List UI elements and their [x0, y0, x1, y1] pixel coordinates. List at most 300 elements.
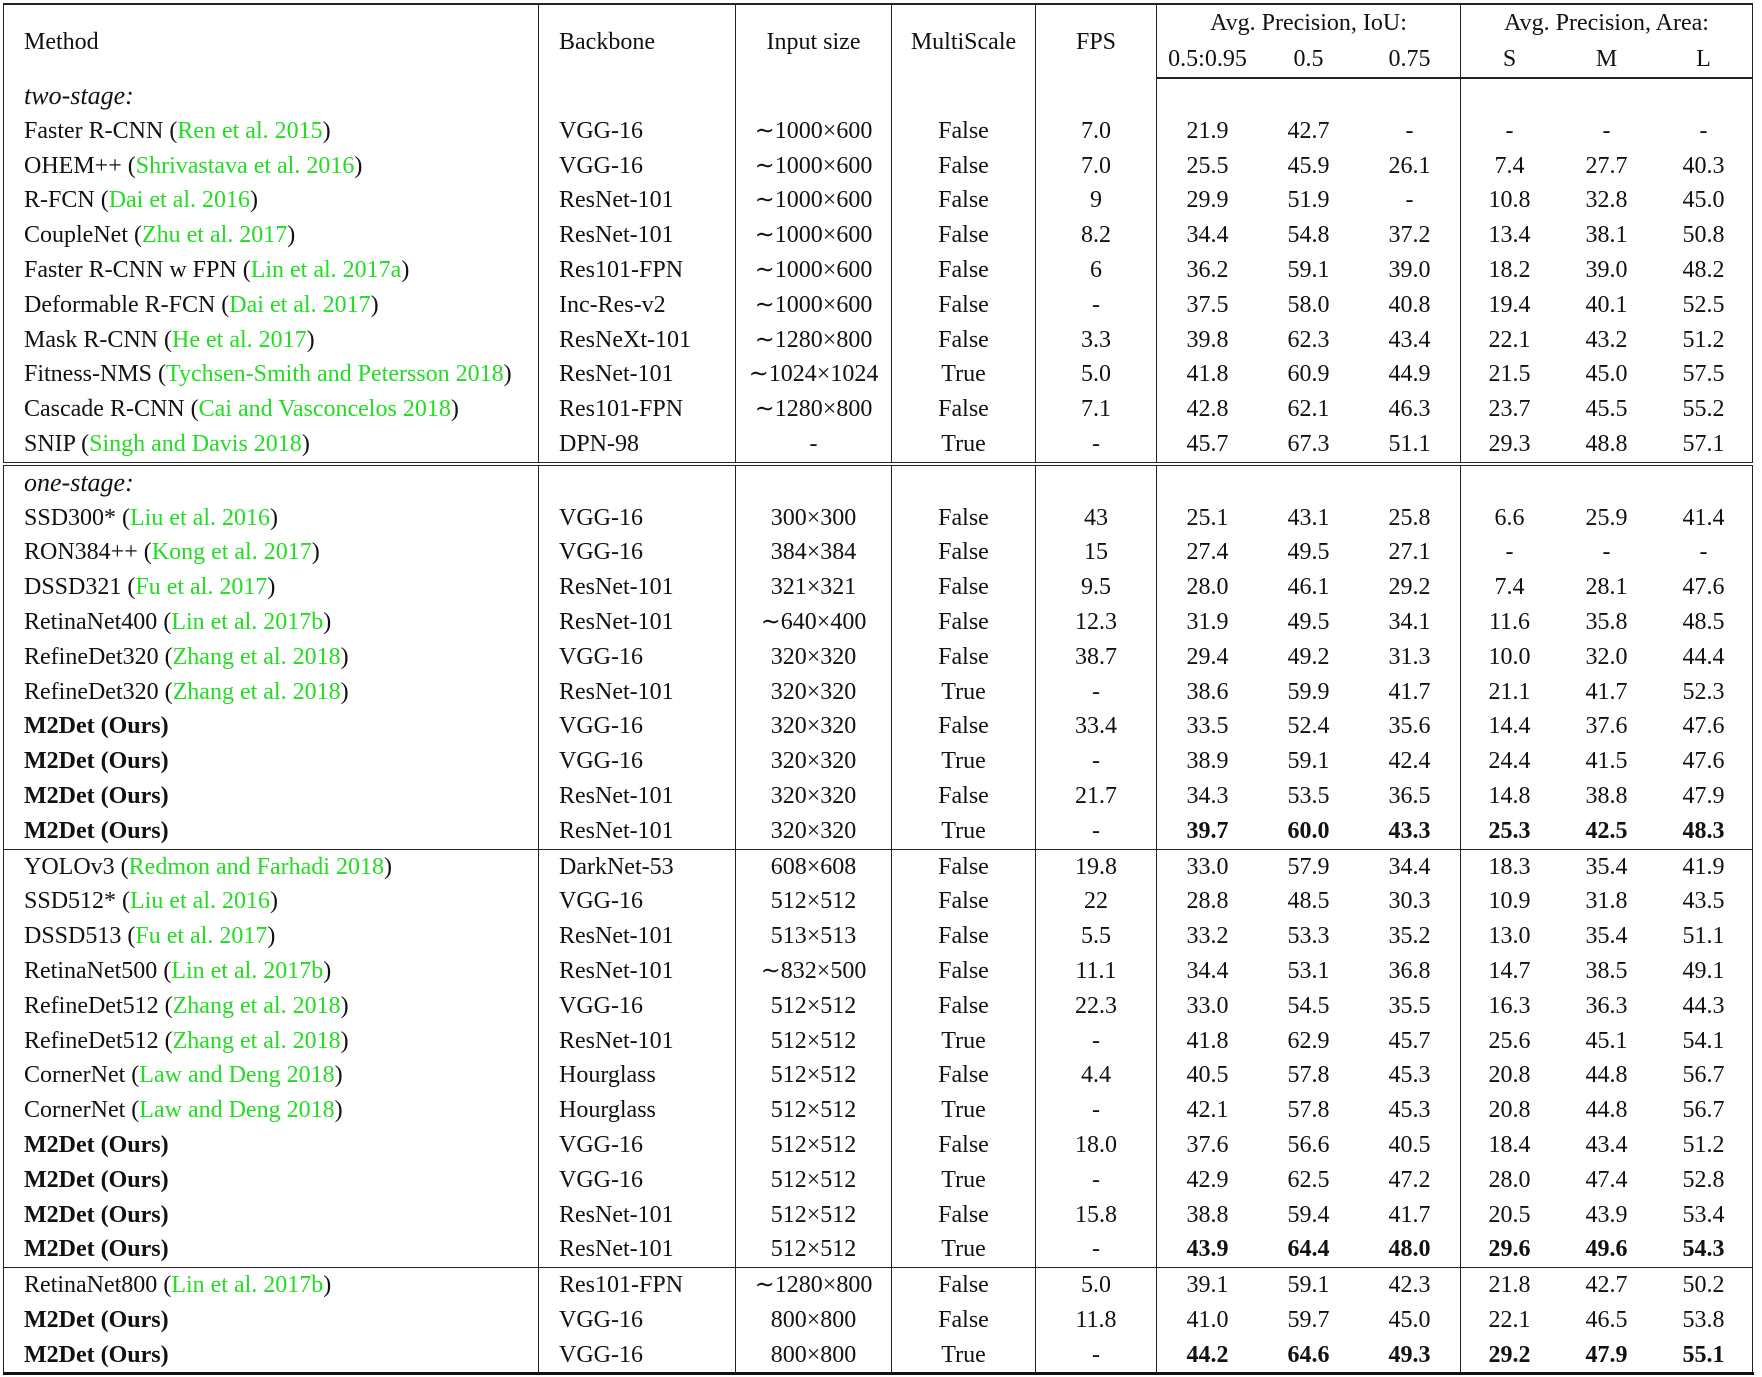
method-cell	[4, 1163, 539, 1198]
citation-link[interactable]: Law and Deng 2018	[139, 1062, 335, 1089]
method-name: R-FCN	[24, 187, 95, 214]
ap-s-cell: 14.8	[1488, 782, 1531, 809]
fps-cell: 4.4	[1036, 1058, 1157, 1093]
ap-l-cell: 54.1	[1655, 1024, 1753, 1059]
ap-50-95-cell: 33.0	[1186, 992, 1229, 1019]
ap-75-cell: 45.3	[1359, 1058, 1461, 1093]
ap-m-cell: 41.5	[1585, 748, 1628, 775]
method-name: OHEM++	[24, 152, 122, 179]
method-name: M2Det (Ours)	[24, 1306, 169, 1333]
ap-50-cell: 42.7	[1287, 117, 1330, 144]
ap-75-cell: 37.2	[1359, 218, 1461, 253]
ap-50-95-cell: 42.8	[1186, 396, 1229, 423]
fps-cell: 5.0	[1036, 357, 1157, 392]
backbone-cell: ResNet-101	[539, 675, 736, 710]
ap-m-cell: 45.0	[1585, 361, 1628, 388]
input-size-cell: ∼1000×600	[736, 288, 892, 323]
multiscale-cell: False	[892, 570, 1036, 605]
method-name: SSD300*	[24, 504, 117, 531]
method-name: Faster R-CNN w FPN	[24, 256, 237, 283]
backbone-cell: Hourglass	[539, 1058, 736, 1093]
citation-link[interactable]: Cai and Vasconcelos 2018	[198, 396, 451, 423]
ap-s-cell: 7.4	[1494, 152, 1525, 179]
ap-s-cell: 22.1	[1488, 1306, 1531, 1333]
citation-link[interactable]: Dai et al. 2017	[229, 291, 371, 318]
citation-link[interactable]: Tychsen-Smith and Petersson 2018	[166, 361, 504, 388]
ap-s-cell: 19.4	[1488, 291, 1531, 318]
ap-m-cell: 40.1	[1585, 291, 1628, 318]
ap-s-cell: 7.4	[1494, 574, 1525, 601]
ap-l-cell: 48.3	[1655, 814, 1753, 849]
multiscale-cell: True	[892, 675, 1036, 710]
ap-75-cell: 42.3	[1359, 1268, 1461, 1303]
ap-50-95-cell: 39.1	[1157, 1268, 1259, 1303]
table-row	[4, 989, 1753, 1024]
ap-l-cell: 55.2	[1655, 392, 1753, 427]
ap-m-cell: 45.1	[1585, 1027, 1628, 1054]
table-row	[4, 323, 1753, 358]
ap-50-cell: 67.3	[1287, 430, 1330, 457]
table-row	[4, 570, 1753, 605]
ap-s-cell: 14.7	[1488, 957, 1531, 984]
ap-50-95-cell: 34.4	[1186, 222, 1229, 249]
col-ap-s: S	[1461, 41, 1559, 78]
backbone-cell: VGG-16	[539, 640, 736, 675]
ap-75-cell: 34.1	[1359, 605, 1461, 640]
ap-75-cell: -	[1359, 183, 1461, 218]
ap-m-cell: 36.3	[1585, 992, 1628, 1019]
citation-link[interactable]: Kong et al. 2017	[151, 539, 312, 566]
method-name: M2Det (Ours)	[24, 1236, 169, 1263]
ap-s-cell: 28.0	[1488, 1166, 1531, 1193]
citation-link[interactable]: Ren et al. 2015	[177, 117, 323, 144]
multiscale-cell: False	[892, 149, 1036, 184]
multiscale-cell: True	[892, 1338, 1036, 1373]
col-ap-m: M	[1558, 41, 1655, 78]
method-cell: Fitness-NMS (Tychsen-Smith and Petersson 2018)	[4, 357, 539, 392]
ap-m-cell: 31.8	[1585, 888, 1628, 915]
fps-cell: 22	[1036, 884, 1157, 919]
ap-75-cell: 35.2	[1359, 919, 1461, 954]
ap-s-cell: 18.2	[1488, 256, 1531, 283]
ap-75-cell: 29.2	[1359, 570, 1461, 605]
citation-link[interactable]: Zhu et al. 2017	[141, 222, 288, 249]
ap-s-cell: 13.4	[1488, 222, 1531, 249]
ap-50-95-cell: 21.9	[1186, 117, 1229, 144]
citation-link[interactable]: Lin et al. 2017b	[171, 957, 324, 984]
citation-link[interactable]: Shrivastava et al. 2016	[135, 152, 355, 179]
ap-l-cell: 51.1	[1655, 919, 1753, 954]
fps-cell: 7.1	[1036, 392, 1157, 427]
ap-50-95-cell: 33.5	[1186, 713, 1229, 740]
ap-75-cell: 41.7	[1359, 675, 1461, 710]
ap-50-95-cell: 41.0	[1186, 1306, 1229, 1333]
method-cell	[4, 814, 539, 849]
citation-link[interactable]: He et al. 2017	[172, 326, 307, 353]
ap-50-cell: 59.1	[1287, 256, 1330, 283]
ap-75-cell: 40.8	[1359, 288, 1461, 323]
results-table-container	[3, 3, 1762, 1372]
ap-m-cell: 43.4	[1585, 1131, 1628, 1158]
multiscale-cell: False	[892, 218, 1036, 253]
method-name: M2Det (Ours)	[24, 713, 169, 740]
ap-75-cell: 27.1	[1359, 535, 1461, 570]
ap-s-cell: 18.4	[1488, 1131, 1531, 1158]
table-row	[4, 1058, 1753, 1093]
ap-50-95-cell: 43.9	[1186, 1236, 1229, 1263]
method-cell	[4, 779, 539, 814]
ap-m-cell: 41.7	[1585, 678, 1628, 705]
ap-75-cell: 40.5	[1359, 1128, 1461, 1163]
ap-m-cell: 47.9	[1585, 1341, 1628, 1368]
citation-link[interactable]: Lin et al. 2017b	[171, 608, 324, 635]
backbone-cell: VGG-16	[539, 1303, 736, 1338]
table-row	[4, 884, 1753, 919]
backbone-cell: DarkNet-53	[539, 849, 736, 884]
ap-l-cell: 50.8	[1655, 218, 1753, 253]
table-row	[4, 744, 1753, 779]
method-name: Mask R-CNN	[24, 326, 159, 353]
backbone-cell: ResNet-101	[539, 1198, 736, 1233]
ap-75-cell: 35.6	[1359, 709, 1461, 744]
table-row	[4, 1303, 1753, 1338]
backbone-cell: Res101-FPN	[539, 253, 736, 288]
ap-m-cell: 38.8	[1585, 782, 1628, 809]
method-name: Deformable R-FCN	[24, 291, 216, 318]
ap-50-95-cell: 39.8	[1186, 326, 1229, 353]
ap-m-cell: 42.5	[1585, 817, 1628, 844]
ap-75-cell: 25.8	[1359, 501, 1461, 536]
citation-link[interactable]: Redmon and Farhadi 2018	[128, 853, 384, 880]
input-size-cell: ∼832×500	[736, 954, 892, 989]
method-name: DSSD513	[24, 923, 122, 950]
method-name: RetinaNet400	[24, 608, 158, 635]
table-row	[4, 253, 1753, 288]
table-row	[4, 501, 1753, 536]
col-group-ap-iou: Avg. Precision, IoU:	[1157, 4, 1461, 41]
multiscale-cell: False	[892, 253, 1036, 288]
fps-cell: 8.2	[1036, 218, 1157, 253]
table-row	[4, 1128, 1753, 1163]
table-row	[4, 919, 1753, 954]
ap-50-cell: 59.7	[1287, 1306, 1330, 1333]
ap-50-cell: 57.8	[1287, 1062, 1330, 1089]
method-cell: RefineDet320 (Zhang et al. 2018)	[4, 675, 539, 710]
multiscale-cell: False	[892, 114, 1036, 149]
ap-50-95-cell: 33.2	[1186, 923, 1229, 950]
table-row	[4, 709, 1753, 744]
input-size-cell: 800×800	[736, 1303, 892, 1338]
section-row	[4, 464, 1753, 501]
ap-m-cell: 25.9	[1585, 504, 1628, 531]
method-cell: RetinaNet400 (Lin et al. 2017b)	[4, 605, 539, 640]
method-cell: CornerNet (Law and Deng 2018)	[4, 1058, 539, 1093]
multiscale-cell: True	[892, 814, 1036, 849]
multiscale-cell: True	[892, 1163, 1036, 1198]
table-row	[4, 1093, 1753, 1128]
method-cell: Faster R-CNN w FPN (Lin et al. 2017a)	[4, 253, 539, 288]
fps-cell: 9.5	[1036, 570, 1157, 605]
header-row-1	[4, 4, 1753, 41]
ap-l-cell: 52.3	[1655, 675, 1753, 710]
multiscale-cell: False	[892, 640, 1036, 675]
fps-cell: 15.8	[1036, 1198, 1157, 1233]
input-size-cell: 320×320	[736, 709, 892, 744]
input-size-cell: 512×512	[736, 1163, 892, 1198]
fps-cell: 7.0	[1036, 149, 1157, 184]
multiscale-cell: False	[892, 535, 1036, 570]
ap-75-cell: 47.2	[1359, 1163, 1461, 1198]
backbone-cell: ResNet-101	[539, 218, 736, 253]
ap-50-cell: 51.9	[1287, 187, 1330, 214]
ap-l-cell: 53.8	[1655, 1303, 1753, 1338]
citation-link[interactable]: Zhang et al. 2018	[172, 1027, 341, 1054]
ap-l-cell: 48.5	[1655, 605, 1753, 640]
col-group-ap-area: Avg. Precision, Area:	[1461, 4, 1753, 41]
multiscale-cell: False	[892, 849, 1036, 884]
ap-l-cell: 51.2	[1655, 323, 1753, 358]
input-size-cell: 320×320	[736, 744, 892, 779]
ap-50-95-cell: 39.7	[1186, 817, 1229, 844]
col-fps: FPS	[1036, 4, 1157, 78]
ap-s-cell: 24.4	[1488, 748, 1531, 775]
method-cell: RefineDet512 (Zhang et al. 2018)	[4, 989, 539, 1024]
ap-m-cell: 35.4	[1585, 923, 1628, 950]
fps-cell: 9	[1036, 183, 1157, 218]
ap-s-cell: 29.6	[1488, 1236, 1531, 1263]
citation-link[interactable]: Zhang et al. 2018	[172, 992, 341, 1019]
table-row	[4, 1163, 1753, 1198]
fps-cell: 5.0	[1036, 1268, 1157, 1303]
multiscale-cell: True	[892, 1093, 1036, 1128]
input-size-cell: 608×608	[736, 849, 892, 884]
table-row	[4, 779, 1753, 814]
method-name: RefineDet512	[24, 992, 159, 1019]
fps-cell: 12.3	[1036, 605, 1157, 640]
input-size-cell: 512×512	[736, 989, 892, 1024]
ap-m-cell: 45.5	[1585, 396, 1628, 423]
ap-50-95-cell: 42.1	[1186, 1097, 1229, 1124]
ap-l-cell: 44.3	[1655, 989, 1753, 1024]
fps-cell: 18.0	[1036, 1128, 1157, 1163]
ap-s-cell: 23.7	[1488, 396, 1531, 423]
ap-75-cell: 46.3	[1359, 392, 1461, 427]
multiscale-cell: False	[892, 501, 1036, 536]
ap-50-95-cell: 38.6	[1186, 678, 1229, 705]
backbone-cell: ResNet-101	[539, 779, 736, 814]
multiscale-cell: True	[892, 427, 1036, 464]
ap-75-cell: 39.0	[1359, 253, 1461, 288]
input-size-cell: 320×320	[736, 675, 892, 710]
citation-link[interactable]: Lin et al. 2017b	[171, 1272, 324, 1299]
input-size-cell: 300×300	[736, 501, 892, 536]
method-name: RetinaNet800	[24, 1272, 158, 1299]
method-cell: Faster R-CNN (Ren et al. 2015)	[4, 114, 539, 149]
backbone-cell: VGG-16	[539, 1128, 736, 1163]
citation-link[interactable]: Fu et al. 2017	[135, 574, 268, 601]
table-row	[4, 605, 1753, 640]
table-row	[4, 1232, 1753, 1267]
ap-l-cell: 57.1	[1655, 427, 1753, 464]
method-name: M2Det (Ours)	[24, 817, 169, 844]
citation-link[interactable]: Fu et al. 2017	[135, 923, 268, 950]
ap-75-cell: 51.1	[1359, 427, 1461, 464]
fps-cell: 5.5	[1036, 919, 1157, 954]
table-row	[4, 183, 1753, 218]
ap-50-95-cell: 36.2	[1186, 256, 1229, 283]
method-cell: RefineDet320 (Zhang et al. 2018)	[4, 640, 539, 675]
ap-s-cell: 6.6	[1494, 504, 1525, 531]
ap-l-cell: 50.2	[1655, 1268, 1753, 1303]
input-size-cell: ∼1000×600	[736, 253, 892, 288]
input-size-cell: ∼1000×600	[736, 183, 892, 218]
ap-75-cell: 45.7	[1359, 1024, 1461, 1059]
method-name: M2Det (Ours)	[24, 1131, 169, 1158]
multiscale-cell: False	[892, 1268, 1036, 1303]
ap-50-cell: 56.6	[1287, 1131, 1330, 1158]
multiscale-cell: False	[892, 954, 1036, 989]
ap-50-cell: 53.3	[1287, 923, 1330, 950]
ap-s-cell: 21.5	[1488, 361, 1531, 388]
ap-m-cell: 27.7	[1585, 152, 1628, 179]
method-name: YOLOv3	[24, 853, 115, 880]
ap-50-cell: 62.1	[1287, 396, 1330, 423]
input-size-cell: 512×512	[736, 1058, 892, 1093]
fps-cell: -	[1036, 744, 1157, 779]
ap-m-cell: 39.0	[1585, 256, 1628, 283]
backbone-cell: VGG-16	[539, 501, 736, 536]
citation-link[interactable]: Singh and Davis 2018	[89, 430, 302, 457]
ap-l-cell: 41.9	[1655, 849, 1753, 884]
input-size-cell: 320×320	[736, 814, 892, 849]
ap-s-cell: 29.2	[1488, 1341, 1531, 1368]
table-row	[4, 114, 1753, 149]
method-name: RetinaNet500	[24, 957, 158, 984]
ap-50-cell: 49.2	[1287, 643, 1330, 670]
ap-75-cell: 36.8	[1359, 954, 1461, 989]
backbone-cell: ResNet-101	[539, 605, 736, 640]
ap-l-cell: 55.1	[1655, 1338, 1753, 1373]
method-cell: R-FCN (Dai et al. 2016)	[4, 183, 539, 218]
ap-m-cell: 43.2	[1585, 326, 1628, 353]
backbone-cell: VGG-16	[539, 114, 736, 149]
ap-m-cell: 46.5	[1585, 1306, 1628, 1333]
ap-l-cell: 54.3	[1655, 1232, 1753, 1267]
ap-l-cell: 48.2	[1655, 253, 1753, 288]
backbone-cell: DPN-98	[539, 427, 736, 464]
backbone-cell: Res101-FPN	[539, 1268, 736, 1303]
backbone-cell: VGG-16	[539, 744, 736, 779]
section-row	[4, 78, 1753, 114]
ap-50-cell: 53.1	[1287, 957, 1330, 984]
backbone-cell: VGG-16	[539, 884, 736, 919]
multiscale-cell: True	[892, 1232, 1036, 1267]
ap-50-cell: 57.9	[1258, 849, 1359, 884]
fps-cell: 19.8	[1036, 849, 1157, 884]
fps-cell: 38.7	[1036, 640, 1157, 675]
ap-s-cell: 25.3	[1488, 817, 1531, 844]
ap-50-95-cell: 27.4	[1186, 539, 1229, 566]
ap-75-cell: 45.3	[1359, 1093, 1461, 1128]
citation-link[interactable]: Zhang et al. 2018	[172, 643, 341, 670]
method-cell: RON384++ (Kong et al. 2017)	[4, 535, 539, 570]
ap-50-95-cell: 41.8	[1186, 1027, 1229, 1054]
ap-s-cell: 25.6	[1488, 1027, 1531, 1054]
ap-l-cell: 43.5	[1655, 884, 1753, 919]
table-row	[4, 288, 1753, 323]
ap-50-95-cell: 29.4	[1186, 643, 1229, 670]
ap-m-cell: 37.6	[1585, 713, 1628, 740]
input-size-cell: ∼1280×800	[736, 392, 892, 427]
ap-l-cell: 53.4	[1655, 1198, 1753, 1233]
multiscale-cell: False	[892, 1128, 1036, 1163]
input-size-cell: ∼1000×600	[736, 218, 892, 253]
ap-75-cell: -	[1359, 114, 1461, 149]
citation-link[interactable]: Liu et al. 2016	[130, 504, 270, 531]
ap-l-cell: 45.0	[1655, 183, 1753, 218]
col-ap-50-95: 0.5:0.95	[1157, 41, 1259, 78]
method-cell: Deformable R-FCN (Dai et al. 2017)	[4, 288, 539, 323]
method-cell: DSSD321 (Fu et al. 2017)	[4, 570, 539, 605]
method-name: RefineDet320	[24, 678, 159, 705]
input-size-cell: ∼1280×800	[736, 323, 892, 358]
ap-s-cell: 20.5	[1488, 1201, 1531, 1228]
method-name: M2Det (Ours)	[24, 748, 169, 775]
citation-link[interactable]: Law and Deng 2018	[139, 1097, 335, 1124]
multiscale-cell: False	[892, 919, 1036, 954]
method-cell: RefineDet512 (Zhang et al. 2018)	[4, 1024, 539, 1059]
ap-m-cell: 35.8	[1585, 608, 1628, 635]
method-cell: Cascade R-CNN (Cai and Vasconcelos 2018)	[4, 392, 539, 427]
citation-link[interactable]: Zhang et al. 2018	[172, 678, 341, 705]
fps-cell: 43	[1036, 501, 1157, 536]
table-row	[4, 357, 1753, 392]
ap-50-cell: 48.5	[1287, 888, 1330, 915]
ap-l-cell: 49.1	[1655, 954, 1753, 989]
ap-m-cell: 38.1	[1585, 222, 1628, 249]
table-row	[4, 1024, 1753, 1059]
citation-link[interactable]: Lin et al. 2017a	[250, 256, 402, 283]
backbone-cell: Inc-Res-v2	[539, 288, 736, 323]
multiscale-cell: False	[892, 392, 1036, 427]
ap-l-cell: 47.6	[1655, 709, 1753, 744]
section-label: two-stage:	[4, 78, 539, 114]
ap-m-cell: 44.8	[1585, 1062, 1628, 1089]
ap-m-cell: 43.9	[1585, 1201, 1628, 1228]
ap-s-cell: 21.8	[1461, 1268, 1559, 1303]
col-multiscale: MultiScale	[892, 4, 1036, 78]
ap-50-95-cell: 44.2	[1186, 1341, 1229, 1368]
ap-s-cell: 11.6	[1488, 608, 1531, 635]
ap-l-cell: 47.6	[1655, 570, 1753, 605]
backbone-cell: Hourglass	[539, 1093, 736, 1128]
method-cell: DSSD513 (Fu et al. 2017)	[4, 919, 539, 954]
ap-75-cell: 30.3	[1359, 884, 1461, 919]
method-cell	[4, 1338, 539, 1373]
citation-link[interactable]: Dai et al. 2016	[108, 187, 250, 214]
method-cell: RetinaNet500 (Lin et al. 2017b)	[4, 954, 539, 989]
ap-50-cell: 59.4	[1287, 1201, 1330, 1228]
fps-cell: 7.0	[1036, 114, 1157, 149]
ap-50-cell: 64.4	[1287, 1236, 1330, 1263]
citation-link[interactable]: Liu et al. 2016	[130, 888, 270, 915]
col-ap-75: 0.75	[1359, 41, 1461, 78]
backbone-cell: VGG-16	[539, 989, 736, 1024]
input-size-cell: 384×384	[736, 535, 892, 570]
input-size-cell: 512×512	[736, 1024, 892, 1059]
ap-50-95-cell: 25.5	[1186, 152, 1229, 179]
section-label: one-stage:	[4, 464, 539, 501]
